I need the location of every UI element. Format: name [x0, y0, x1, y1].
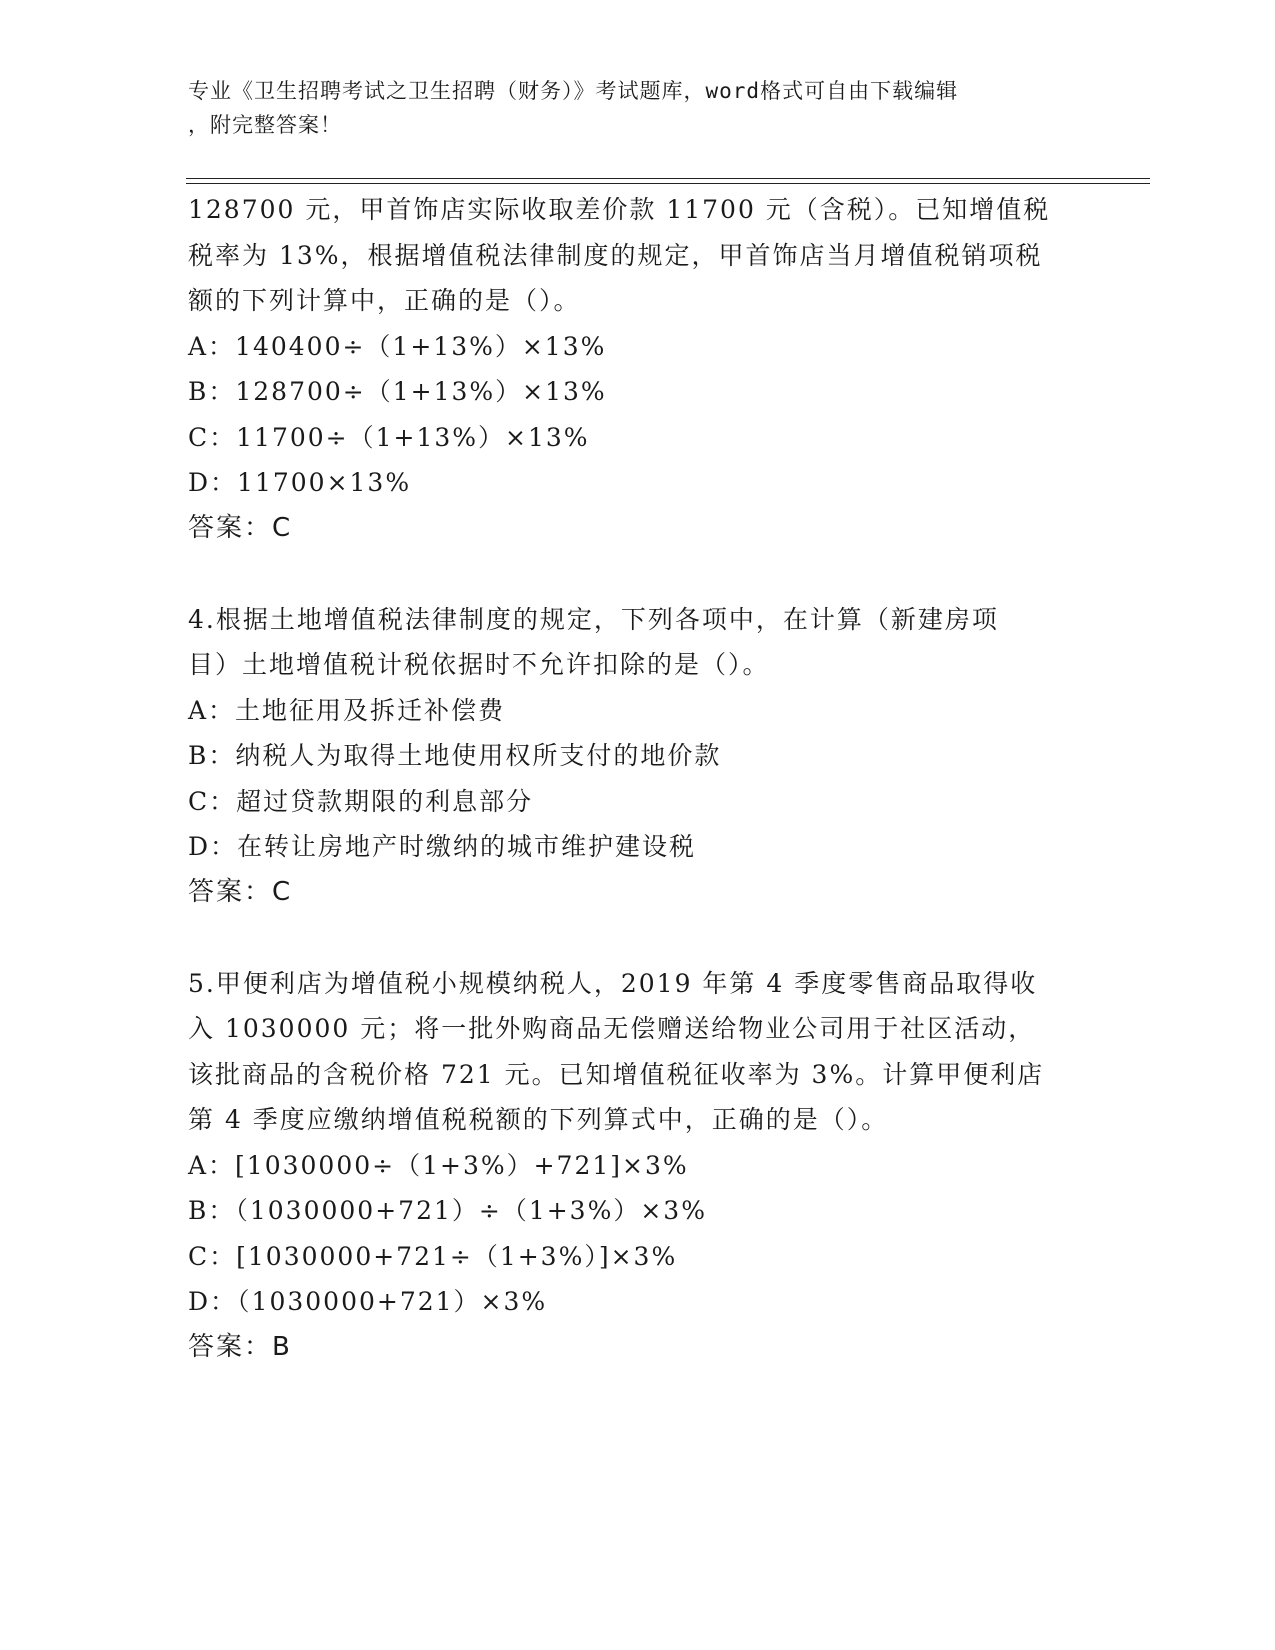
option-a: A：140400÷（1+13%）×13% — [188, 331, 607, 361]
spacer — [188, 551, 1088, 597]
spacer — [188, 915, 1088, 961]
option-c: C：[1030000+721÷（1+3%）]×3% — [188, 1241, 678, 1271]
header-line-1: 专业《卫生招聘考试之卫生招聘（财务）》考试题库，word格式可自由下载编辑 — [188, 79, 959, 103]
question-stem-line: 该批商品的含税价格 721 元。已知增值税征收率为 3%。计算甲便利店 — [188, 1059, 1045, 1089]
header-rule-top — [186, 178, 1150, 179]
option-d: D：在转让房地产时缴纳的城市维护建设税 — [188, 832, 697, 861]
answer-label: 答案：C — [188, 512, 293, 543]
option-c: C：11700÷（1+13%）×13% — [188, 422, 590, 452]
question-5 — [188, 961, 1088, 1371]
option-d: D：（1030000+721）×3% — [188, 1287, 548, 1316]
answer-label: 答案：B — [188, 1331, 292, 1362]
question-stem-line: 128700 元，甲首饰店实际收取差价款 11700 元（含税）。已知增值税 — [188, 195, 1051, 224]
option-b: B：（1030000+721）÷（1+3%）×3% — [188, 1196, 707, 1225]
question-list — [188, 187, 1088, 1370]
question-3 — [188, 187, 1088, 551]
answer-label: 答案：C — [188, 876, 293, 907]
option-a: A：[1030000÷（1+3%）+721]×3% — [188, 1150, 689, 1180]
header-rule-bottom — [186, 183, 1150, 184]
question-stem-line: 目）土地增值税计税依据时不允许扣除的是（）。 — [188, 650, 770, 679]
header-line-2: ，附完整答案！ — [188, 113, 342, 137]
question-stem-line: 税率为 13%，根据增值税法律制度的规定，甲首饰店当月增值税销项税 — [188, 240, 1043, 270]
question-stem-line: 5.甲便利店为增值税小规模纳税人，2019 年第 4 季度零售商品取得收 — [188, 968, 1038, 998]
option-c: C：超过贷款期限的利息部分 — [188, 786, 534, 816]
question-stem-line: 4.根据土地增值税法律制度的规定，下列各项中，在计算（新建房项 — [188, 604, 999, 634]
question-stem-line: 额的下列计算中，正确的是（）。 — [188, 286, 581, 315]
document-header — [188, 74, 1068, 142]
option-b: B：128700÷（1+13%）×13% — [188, 377, 607, 406]
question-stem-line: 入 1030000 元；将一批外购商品无偿赠送给物业公司用于社区活动， — [188, 1014, 1036, 1043]
question-stem-line: 第 4 季度应缴纳增值税税额的下列算式中，正确的是（）。 — [188, 1105, 889, 1134]
option-a: A：土地征用及拆迁补偿费 — [188, 695, 506, 725]
option-d: D：11700×13% — [188, 468, 412, 497]
question-4 — [188, 597, 1088, 916]
option-b: B：纳税人为取得土地使用权所支付的地价款 — [188, 741, 722, 770]
